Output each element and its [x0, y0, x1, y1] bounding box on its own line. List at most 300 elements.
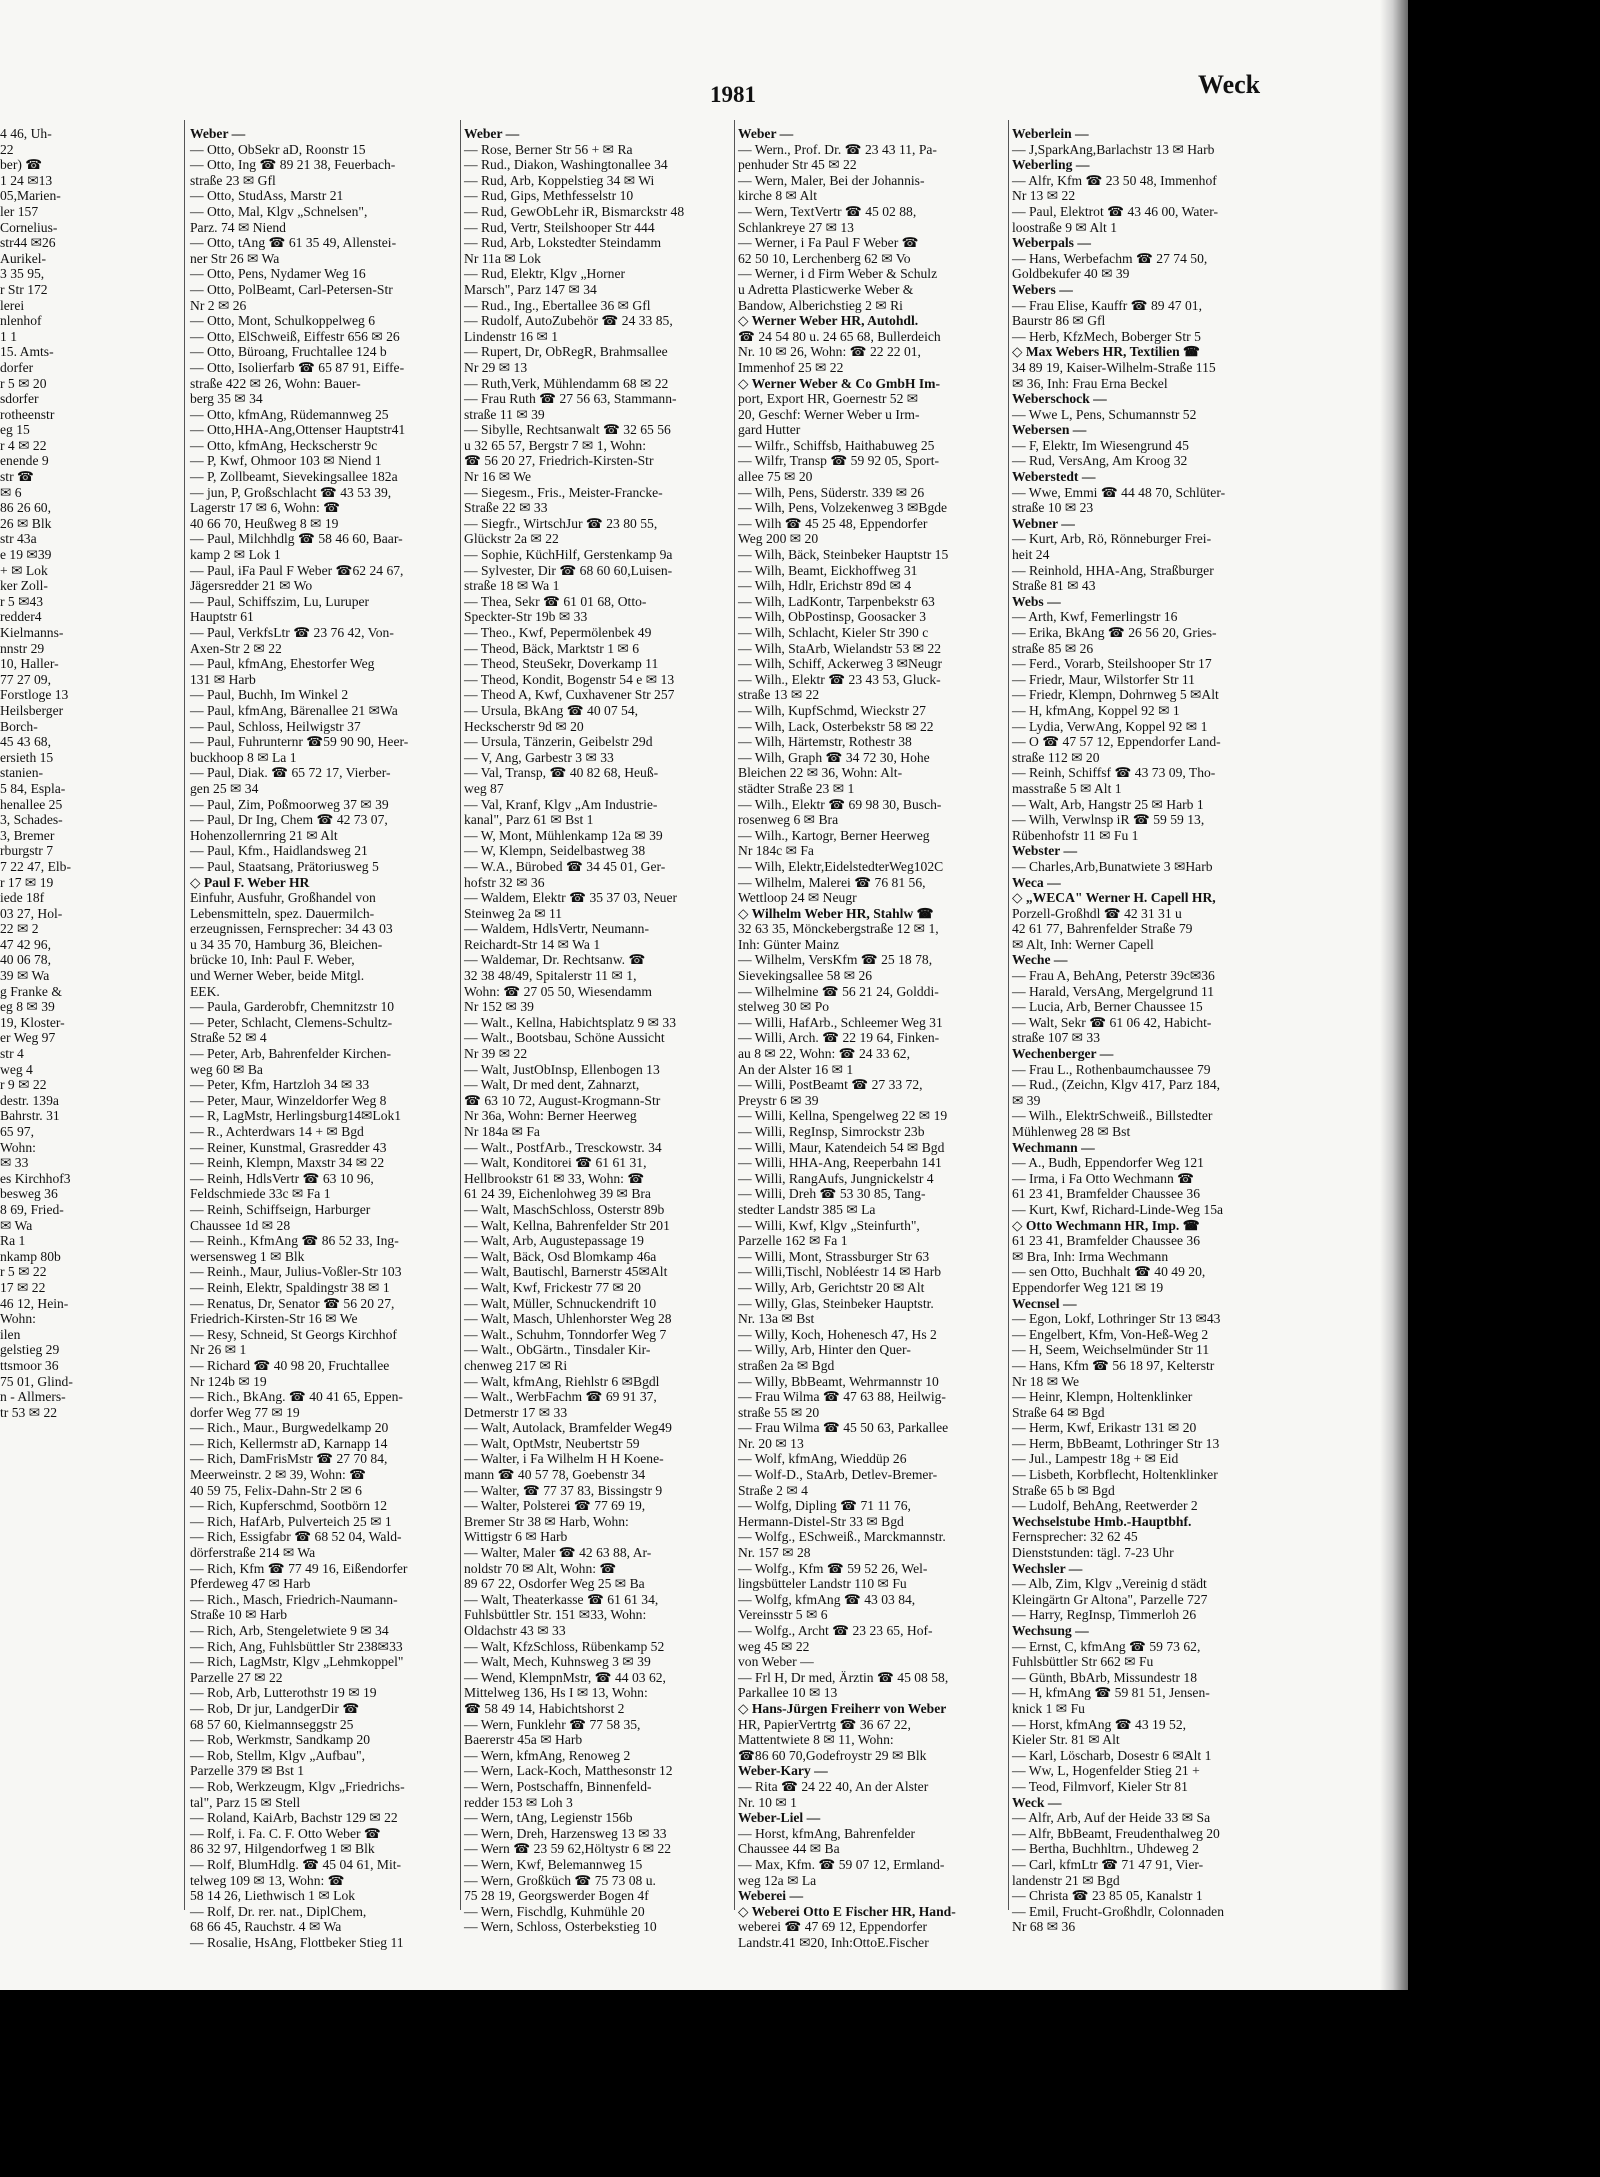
directory-line: — Rose, Berner Str 56 + ✉ Ra	[464, 141, 633, 157]
directory-line: — Otto,HHA-Ang,Ottenser Hauptstr41	[190, 422, 406, 438]
directory-line: 40 66 70, Heußweg 8 ✉ 19	[190, 515, 339, 531]
directory-line: penhuder Str 45 ✉ 22	[738, 157, 857, 173]
directory-line: — Rud, Vertr, Steilshooper Str 444	[464, 219, 655, 235]
directory-line: — Siegfr., WirtschJur ☎ 23 80 55,	[464, 515, 658, 531]
directory-line: — Willi, Kwf, Klgv „Steinfurth",	[738, 1217, 920, 1233]
directory-line: eg 8 ✉ 39	[0, 999, 55, 1015]
directory-line: 89 67 22, Osdorfer Weg 25 ✉ Ba	[464, 1576, 645, 1592]
directory-line: straße 11 ✉ 39	[464, 406, 545, 422]
directory-line: Vereinsstr 5 ✉ 6	[738, 1607, 828, 1623]
directory-line: redder4	[0, 609, 42, 625]
directory-line: str44 ✉26	[0, 235, 56, 251]
directory-line: — Lisbeth, Korbflecht, Holtenklinker	[1012, 1467, 1218, 1483]
directory-line: — Heinr, Klempn, Holtenklinker	[1012, 1389, 1193, 1405]
directory-line: enende 9	[0, 453, 49, 469]
directory-line: Weber-Liel —	[738, 1810, 821, 1826]
directory-line: kirche 8 ✉ Alt	[738, 188, 817, 204]
directory-line: — Rupert, Dr, ObRegR, Brahmsallee	[464, 344, 668, 360]
directory-line: Lebensmitteln, spez. Dauermilch-	[190, 905, 375, 921]
directory-line: henallee 25	[0, 796, 63, 812]
directory-line: — Rich., Maur., Burgwedelkamp 20	[190, 1420, 389, 1436]
directory-line: 32 38 48/49, Spitalerstr 11 ✉ 1,	[464, 968, 637, 984]
directory-line: — Willi, HafArb., Schleemer Weg 31	[738, 1014, 943, 1030]
directory-line: — Rich, DamFrisMstr ☎ 27 70 84,	[190, 1451, 388, 1467]
directory-line: — Frl H, Dr med, Ärztin ☎ 45 08 58,	[738, 1669, 949, 1685]
directory-line: Goldbekufer 40 ✉ 39	[1012, 266, 1130, 282]
directory-line: Nr 184a ✉ Fa	[464, 1124, 540, 1139]
column-rule	[460, 120, 461, 1910]
directory-line: — Otto, PolBeamt, Carl-Petersen-Str	[190, 281, 393, 297]
directory-line: Steinweg 2a ✉ 11	[464, 905, 563, 921]
directory-line: — Wolfg, Dipling ☎ 71 11 76,	[738, 1498, 911, 1514]
directory-line: Chaussee 44 ✉ Ba	[738, 1841, 840, 1857]
directory-line: — Rich, Kfm ☎ 77 49 16, Eißendorfer	[190, 1560, 408, 1576]
directory-line: — V, Ang, Garbestr 3 ✉ 33	[464, 749, 614, 765]
directory-line: — P, Zollbeamt, Sievekingsallee 182a	[190, 469, 398, 485]
directory-line: Dienststunden: tägl. 7-23 Uhr	[1012, 1545, 1174, 1561]
directory-line: — Wern, Maler, Bei der Johannis-	[738, 172, 925, 188]
directory-line: 34 89 19, Kaiser-Wilhelm-Straße 115	[1012, 359, 1216, 375]
directory-line: — Rob, Werkmstr, Sandkamp 20	[190, 1732, 371, 1748]
directory-line: Weche —	[1012, 952, 1068, 968]
directory-line: chenweg 217 ✉ Ri	[464, 1357, 568, 1373]
directory-line: 42 61 77, Bahrenfelder Straße 79	[1012, 921, 1193, 937]
directory-line: — O ☎ 47 57 12, Eppendorfer Land-	[1012, 734, 1221, 750]
directory-line: — Walt., ObGärtn., Tinsdaler Kir-	[464, 1342, 651, 1358]
directory-line: rosenweg 6 ✉ Bra	[738, 812, 839, 828]
directory-line: 17 ✉ 22	[0, 1279, 46, 1295]
directory-line: — Paul, Elektrot ☎ 43 46 00, Water-	[1012, 203, 1218, 219]
directory-line: 1 24 ✉13	[0, 172, 53, 188]
directory-line: Weber —	[738, 126, 794, 141]
directory-line: + ✉ Lok	[0, 562, 48, 578]
directory-line: — Willi, Kellna, Spengelweg 22 ✉ 19	[738, 1108, 948, 1124]
directory-line: — Reinhold, HHA-Ang, Straßburger	[1012, 562, 1214, 578]
directory-line: Wecnsel —	[1012, 1295, 1077, 1311]
directory-line: Parzelle 379 ✉ Bst 1	[190, 1763, 305, 1779]
directory-line: Weca —	[1012, 874, 1061, 890]
directory-line: städter Straße 23 ✉ 1	[738, 780, 855, 796]
directory-line: — Rich, Kellermstr aD, Karnapp 14	[190, 1435, 388, 1451]
directory-line: — Wilh, Härtemstr, Rothestr 38	[738, 734, 912, 750]
directory-line: — Wilh, Schlacht, Kieler Str 390 c	[738, 625, 929, 640]
directory-line: — H, kfmAng ☎ 59 81 51, Jensen-	[1012, 1685, 1210, 1701]
directory-line: — Wern, Kwf, Belemannweg 15	[464, 1856, 643, 1872]
running-head: Weck	[1198, 70, 1261, 99]
directory-line: 20, Geschf: Werner Weber u Irm-	[738, 406, 920, 422]
directory-line: heit 24	[1012, 547, 1050, 563]
directory-line: — Wern, tAng, Legienstr 156b	[464, 1810, 633, 1826]
directory-line: Einfuhr, Ausfuhr, Großhandel von	[190, 890, 376, 906]
directory-line: — Willi, RangAufs, Jungnickelstr 4	[738, 1170, 934, 1186]
directory-line: Weg 200 ✉ 20	[738, 531, 819, 547]
directory-line: — Otto, tAng ☎ 61 35 49, Allenstei-	[190, 235, 397, 251]
directory-line: Weck —	[1012, 1794, 1062, 1810]
directory-line: Mattentwiete 8 ✉ 11, Wohn:	[738, 1732, 894, 1748]
directory-line: Weberstedt —	[1012, 469, 1096, 485]
directory-line: r 5 ✉ 22	[0, 1264, 47, 1280]
directory-line: — Rud, GewObLehr iR, Bismarckstr 48	[464, 203, 685, 219]
directory-line: — Wilh, Pens, Süderstr. 339 ✉ 26	[738, 484, 925, 500]
directory-line: 61 24 39, Eichenlohweg 39 ✉ Bra	[464, 1186, 651, 1202]
directory-line: 26 ✉ Blk	[0, 515, 52, 531]
directory-line: Bremer Str 38 ✉ Harb, Wohn:	[464, 1513, 629, 1529]
directory-line: weg 60 ✉ Ba	[190, 1061, 263, 1077]
directory-line: er Weg 97	[0, 1030, 56, 1046]
directory-line: — Wend, KlempnMstr, ☎ 44 03 62,	[464, 1669, 666, 1685]
directory-column-4	[738, 126, 1006, 1950]
directory-line: r Str 172	[0, 281, 48, 297]
directory-line: — Walt., WerbFachm ☎ 69 91 37,	[464, 1389, 657, 1405]
directory-line: — Kurt, Arb, Rö, Rönneburger Frei-	[1012, 531, 1212, 547]
directory-line: Lagerstr 17 ✉ 6, Wohn: ☎	[190, 500, 341, 516]
directory-line: — Willi, Maur, Katendeich 54 ✉ Bgd	[738, 1139, 945, 1155]
directory-line: — Max, Kfm. ☎ 59 07 12, Ermland-	[738, 1856, 945, 1872]
directory-line: — Peter, Arb, Bahrenfelder Kirchen-	[190, 1046, 392, 1062]
directory-line: — Egon, Lokf, Lothringer Str 13 ✉43	[1012, 1311, 1221, 1327]
directory-line: — Günth, BbArb, Missundestr 18	[1012, 1669, 1198, 1685]
directory-line: — Rich, HafArb, Pulverteich 25 ✉ 1	[190, 1513, 392, 1529]
directory-line: — Wolf, kfmAng, Wieddüp 26	[738, 1451, 907, 1467]
directory-line: — Kurt, Kwf, Richard-Linde-Weg 15a	[1012, 1201, 1224, 1217]
directory-line: Hauptstr 61	[190, 609, 254, 625]
directory-line: u 34 35 70, Hamburg 36, Bleichen-	[190, 936, 383, 952]
directory-line: Eppendorfer Weg 121 ✉ 19	[1012, 1279, 1164, 1295]
directory-line: Bleichen 22 ✉ 36, Wohn: Alt-	[738, 765, 903, 781]
directory-line: — Frau Wilma ☎ 45 50 63, Parkallee	[738, 1420, 949, 1436]
directory-line: — Walt, KfzSchloss, Rübenkamp 52	[464, 1638, 665, 1654]
directory-line: — Otto, kfmAng, Rüdemannweg 25	[190, 406, 389, 422]
directory-line: — Walt, Müller, Schnuckendrift 10	[464, 1295, 657, 1311]
directory-line: HR, PapierVertrtg ☎ 36 67 22,	[738, 1716, 911, 1732]
directory-line: Immenhof 25 ✉ 22	[738, 359, 844, 375]
directory-line: — Alfr, Kfm ☎ 23 50 48, Immenhof	[1012, 172, 1217, 188]
directory-line: — H, Seem, Weichselmünder Str 11	[1012, 1342, 1210, 1358]
directory-line: Wechselstube Hmb.-Hauptbhf.	[1012, 1513, 1192, 1529]
directory-line: ☎ 63 10 72, August-Krogmann-Str	[464, 1092, 661, 1108]
directory-line: — Willi, Arch. ☎ 22 19 64, Finken-	[738, 1030, 940, 1046]
directory-line: — Otto, ObSekr aD, Roonstr 15	[190, 141, 366, 157]
directory-line: — Herm, Kwf, Erikastr 131 ✉ 20	[1012, 1420, 1197, 1436]
directory-line: — Resy, Schneid, St Georgs Kirchhof	[190, 1326, 397, 1342]
directory-line: Inh: Günter Mainz	[738, 936, 840, 952]
directory-line: Hellbrookstr 61 ✉ 33, Wohn: ☎	[464, 1170, 645, 1186]
directory-line: — Waldem, HdlsVertr, Neumann-	[464, 921, 649, 937]
directory-line: 1 1	[0, 328, 17, 344]
directory-line: — Thea, Sekr ☎ 61 01 68, Otto-	[464, 593, 647, 609]
directory-line: — Richard ☎ 40 98 20, Fruchtallee	[190, 1357, 390, 1373]
directory-line: Wohn: ☎ 27 05 50, Wiesendamm	[464, 983, 652, 999]
directory-line: Wohn:	[0, 1311, 36, 1327]
directory-line: gelstieg 29	[0, 1342, 60, 1358]
directory-line: Nr 16 ✉ We	[464, 469, 532, 485]
directory-line: Straße 81 ✉ 43	[1012, 578, 1096, 594]
directory-line: — Wern., Prof. Dr. ☎ 23 43 11, Pa-	[738, 141, 937, 157]
directory-line: ◇ Hans-Jürgen Freiherr von Weber	[738, 1700, 947, 1716]
directory-line: 61 23 41, Bramfelder Chaussee 36	[1012, 1233, 1201, 1249]
directory-line: — W, Mont, Mühlenkamp 12a ✉ 39	[464, 827, 663, 843]
directory-line: — Horst, kfmAng ☎ 43 19 52,	[1012, 1716, 1187, 1732]
directory-line: — Otto, Pens, Nydamer Weg 16	[190, 266, 366, 282]
directory-line: — Wwe L, Pens, Schumannstr 52	[1012, 406, 1197, 422]
directory-line: destr. 139a	[0, 1092, 59, 1108]
directory-line: stanien-	[0, 765, 44, 781]
directory-line: Meerweinstr. 2 ✉ 39, Wohn: ☎	[190, 1467, 367, 1483]
directory-line: — Walt, OptMstr, Neubertstr 59	[464, 1435, 640, 1451]
directory-line: — Frau Elise, Kauffr ☎ 89 47 01,	[1012, 297, 1202, 313]
directory-line: — Paul, Schloss, Heilwigstr 37	[190, 718, 361, 734]
directory-line: 22	[0, 141, 14, 157]
directory-line: ✉ 36, Inh: Frau Erna Beckel	[1012, 375, 1168, 391]
directory-line: — Wern, Funklehr ☎ 77 58 35,	[464, 1716, 641, 1732]
directory-line: — Rud., Diakon, Washingtonallee 34	[464, 157, 668, 173]
directory-line: Bandow, Alberichstieg 2 ✉ Ri	[738, 297, 903, 313]
directory-line: Nr 13 ✉ 22	[1012, 188, 1076, 204]
directory-line: 58 14 26, Liethwisch 1 ✉ Lok	[190, 1888, 356, 1904]
directory-line: Weberling —	[1012, 157, 1090, 173]
directory-line: — Lucia, Arb, Berner Chaussee 15	[1012, 999, 1203, 1015]
directory-line: — Otto, Büroang, Fruchtallee 124 b	[190, 344, 387, 360]
directory-line: — Engelbert, Kfm, Von-Heß-Weg 2	[1012, 1326, 1209, 1342]
directory-line: weg 12a ✉ La	[738, 1872, 817, 1888]
directory-line: weg 45 ✉ 22	[738, 1638, 810, 1654]
directory-line: 65 97,	[0, 1124, 34, 1139]
directory-line: — Walt, JustObInsp, Ellenbogen 13	[464, 1061, 660, 1077]
directory-line: — Rud., (Zeichn, Klgv 417, Parz 184,	[1012, 1077, 1221, 1093]
directory-line: 39 ✉ Wa	[0, 968, 50, 984]
directory-line: Fuhlsbüttler Str 662 ✉ Fu	[1012, 1654, 1154, 1670]
directory-line: — Paul, Schiffszim, Lu, Luruper	[190, 593, 370, 609]
directory-line: — Waldemar, Dr. Rechtsanw. ☎	[464, 952, 646, 968]
directory-line: Nr. 20 ✉ 13	[738, 1435, 804, 1451]
directory-line: — W, Klempn, Seidelbastweg 38	[464, 843, 646, 859]
directory-line: — Willi, PostBeamt ☎ 27 33 72,	[738, 1077, 923, 1093]
directory-line: — Theod, SteuSekr, Doverkamp 11	[464, 656, 659, 672]
directory-line: — Herb, KfzMech, Boberger Str 5	[1012, 328, 1201, 344]
directory-line: — Wern, kfmAng, Renoweg 2	[464, 1747, 631, 1763]
directory-line: — Rud, Gips, Methfesselstr 10	[464, 188, 634, 204]
directory-line: dorfer	[0, 359, 34, 375]
directory-line: — Harald, VersAng, Mergelgrund 11	[1012, 983, 1215, 999]
directory-line: Heckscherstr 9d ✉ 20	[464, 718, 584, 734]
directory-line: — Wilh, StaArb, Wielandstr 53 ✉ 22	[738, 640, 942, 656]
directory-line: — Wilh, Elektr,EidelstedterWeg102C	[738, 858, 944, 874]
directory-line: — Jul., Lampestr 18g + ✉ Eid	[1012, 1451, 1179, 1467]
directory-line: — Walt, Mech, Kuhnsweg 3 ✉ 39	[464, 1654, 651, 1670]
directory-line: — Christa ☎ 23 85 05, Kanalstr 1	[1012, 1888, 1203, 1904]
directory-line: — Paul, Dr Ing, Chem ☎ 42 73 07,	[190, 812, 388, 828]
directory-line: — Peter, Kfm, Hartzloh 34 ✉ 33	[190, 1077, 370, 1093]
directory-line: Feldschmiede 33c ✉ Fa 1	[190, 1186, 331, 1202]
directory-line: — Frau Ruth ☎ 27 56 63, Stammann-	[464, 391, 677, 407]
directory-line: port, Export HR, Goernestr 52 ✉	[738, 391, 919, 407]
directory-line: 22 ✉ 2	[0, 921, 39, 937]
directory-line: Webs —	[1012, 593, 1061, 609]
directory-line: — Wolf-D., StaArb, Detlev-Bremer-	[738, 1467, 938, 1483]
directory-line: — Ernst, C, kfmAng ☎ 59 73 62,	[1012, 1638, 1201, 1654]
directory-line: straße 107 ✉ 33	[1012, 1030, 1101, 1046]
directory-line: ✉ Wa	[0, 1217, 33, 1233]
directory-line: Wohn:	[0, 1139, 36, 1155]
directory-line: — Rudolf, AutoZubehör ☎ 24 33 85,	[464, 313, 673, 329]
directory-line: Ra 1	[0, 1233, 26, 1249]
directory-line: Friedrich-Kirsten-Str 16 ✉ We	[190, 1311, 358, 1327]
directory-line: r 5 ✉43	[0, 593, 44, 609]
directory-line: — Paul, kfmAng, Ehestorfer Weg	[190, 656, 375, 672]
directory-line: — Willi,Tischl, Nobléestr 14 ✉ Harb	[738, 1264, 942, 1280]
column-rule	[184, 120, 185, 1910]
directory-line: — J,SparkAng,Barlachstr 13 ✉ Harb	[1012, 141, 1215, 157]
directory-line: Weber —	[464, 126, 520, 141]
directory-line: — Ursula, Tänzerin, Geibelstr 29d	[464, 734, 653, 750]
directory-line: 68 66 45, Rauchstr. 4 ✉ Wa	[190, 1919, 342, 1935]
directory-line: — Paul, Diak. ☎ 65 72 17, Vierber-	[190, 765, 391, 781]
directory-line: Nr 39 ✉ 22	[464, 1046, 528, 1062]
directory-line: besweg 36	[0, 1186, 58, 1202]
directory-line: — Rita ☎ 24 22 40, An der Alster	[738, 1778, 929, 1794]
directory-line: — Wolfg., ESchweiß., Marckmannstr.	[738, 1529, 946, 1545]
directory-line: — Rich., BkAng. ☎ 40 41 65, Eppen-	[190, 1389, 403, 1405]
directory-line: Straße 65 b ✉ Bgd	[1012, 1482, 1115, 1498]
directory-line: 61 23 41, Bramfelder Chaussee 36	[1012, 1186, 1201, 1202]
directory-line: — Walt, Autolack, Bramfelder Weg49	[464, 1420, 672, 1436]
directory-line: Weber —	[190, 126, 246, 141]
directory-line: 19, Kloster-	[0, 1014, 65, 1030]
directory-line: — Rud, VersAng, Am Kroog 32	[1012, 453, 1188, 469]
directory-line: ◇ Werner Weber HR, Autohdl.	[738, 313, 919, 329]
directory-line: u Adretta Plasticwerke Weber &	[738, 281, 914, 297]
directory-column-1	[0, 126, 178, 1916]
directory-line: Hohenzollernring 21 ✉ Alt	[190, 827, 338, 843]
directory-line: ☎ 56 20 27, Friedrich-Kirsten-Str	[464, 453, 654, 469]
directory-line: Aurikel-	[0, 250, 47, 266]
directory-line: Baurstr 86 ✉ Gfl	[1012, 313, 1106, 329]
directory-line: straße 422 ✉ 26, Wohn: Bauer-	[190, 375, 361, 391]
directory-line: Axen-Str 2 ✉ 22	[190, 640, 282, 656]
directory-line: Mühlenweg 28 ✉ Bst	[1012, 1124, 1131, 1139]
directory-line: 3, Schades-	[0, 812, 63, 828]
directory-line: Sievekingsallee 58 ✉ 26	[738, 968, 873, 984]
directory-line: Straße 22 ✉ 33	[464, 500, 548, 516]
directory-line: 5 84, Espla-	[0, 780, 66, 796]
directory-line: landenstr 21 ✉ Bgd	[1012, 1872, 1120, 1888]
directory-line: ✉ Alt, Inh: Werner Capell	[1012, 936, 1154, 952]
directory-line: 03 27, Hol-	[0, 905, 63, 921]
directory-line: r 9 ✉ 22	[0, 1077, 47, 1093]
directory-line: Nr 2 ✉ 26	[190, 297, 247, 313]
directory-line: r 4 ✉ 22	[0, 437, 47, 453]
directory-line: — Wilh ☎ 45 25 48, Eppendorfer	[738, 515, 928, 531]
directory-line: — Bertha, Buchhltrn., Uhdeweg 2	[1012, 1841, 1199, 1857]
directory-line: — Werner, i Fa Paul F Weber ☎	[738, 235, 919, 251]
directory-line: ber) ☎	[0, 157, 43, 173]
directory-line: — Peter, Schlacht, Clemens-Schultz-	[190, 1014, 393, 1030]
directory-line: Schlankreye 27 ✉ 13	[738, 219, 854, 235]
directory-line: Hermann-Distel-Str 33 ✉ Bgd	[738, 1513, 904, 1529]
directory-line: 68 57 60, Kielmannseggstr 25	[190, 1716, 354, 1732]
directory-line: — Willi, HHA-Ang, Reeperbahn 141	[738, 1155, 942, 1171]
directory-line: 3, Bremer	[0, 827, 55, 843]
directory-line: kamp 2 ✉ Lok 1	[190, 547, 281, 563]
directory-line: Nr 11a ✉ Lok	[464, 250, 541, 266]
directory-line: — Wilh, Hdlr, Erichstr 89d ✉ 4	[738, 578, 912, 594]
directory-line: Jägersredder 21 ✉ Wo	[190, 578, 313, 594]
directory-line: redder 153 ✉ Loh 3	[464, 1794, 573, 1810]
directory-line: — W.A., Bürobed ☎ 34 45 01, Ger-	[464, 858, 666, 874]
directory-line: nnstr 29	[0, 640, 45, 656]
directory-line: ler 157	[0, 203, 39, 219]
directory-line: 86 26 60,	[0, 500, 51, 516]
directory-line: — Peter, Maur, Winzeldorfer Weg 8	[190, 1092, 387, 1108]
directory-line: — Alfr, Arb, Auf der Heide 33 ✉ Sa	[1012, 1810, 1211, 1826]
directory-line: Heilsberger	[0, 702, 64, 718]
directory-line: 8 69, Fried-	[0, 1201, 64, 1217]
directory-line: — Rich, Essigfabr ☎ 68 52 04, Wald-	[190, 1529, 402, 1545]
directory-line: g Franke &	[0, 983, 62, 999]
directory-line: Weberlein —	[1012, 126, 1089, 141]
directory-line: — Wolfg, kfmAng ☎ 43 03 84,	[738, 1591, 916, 1607]
directory-line: — Rosalie, HsAng, Flottbeker Stieg 11	[190, 1934, 404, 1950]
directory-line: — Walt, Kwf, Frickestr 77 ✉ 20	[464, 1279, 641, 1295]
column-rule	[734, 120, 735, 1910]
directory-line: lingsbütteler Landstr 110 ✉ Fu	[738, 1576, 907, 1592]
directory-line: — Sylvester, Dir ☎ 68 60 60,Luisen-	[464, 562, 673, 578]
directory-line: — Rolf, BlumHdlg. ☎ 45 04 61, Mit-	[190, 1856, 402, 1872]
directory-line: gard Hutter	[738, 422, 801, 438]
directory-line: lerei	[0, 297, 25, 313]
directory-line: 46 12, Hein-	[0, 1295, 69, 1311]
directory-line: Parkallee 10 ✉ 13	[738, 1685, 838, 1701]
directory-line: — Wilfr, Transp ☎ 59 92 05, Sport-	[738, 453, 940, 469]
directory-line: straße 112 ✉ 20	[1012, 749, 1100, 765]
directory-line: — Paul, VerkfsLtr ☎ 23 76 42, Von-	[190, 625, 394, 640]
directory-line: e 19 ✉39	[0, 547, 52, 563]
directory-line: — Wilh., Elektr ☎ 23 43 53, Gluck-	[738, 671, 941, 687]
directory-line: Cornelius-	[0, 219, 58, 235]
directory-line: — Rud, Elektr, Klgv „Horner	[464, 266, 626, 282]
directory-line: — Rob, Werkzeugm, Klgv „Friedrichs-	[190, 1778, 405, 1794]
directory-line: — Theod, Kondit, Bogenstr 54 e ✉ 13	[464, 671, 675, 687]
directory-line: berg 35 ✉ 34	[190, 391, 263, 407]
directory-line: Parzelle 27 ✉ 22	[190, 1669, 283, 1685]
directory-line: ersieth 15	[0, 749, 54, 765]
directory-line: — Val, Kranf, Klgv „Am Industrie-	[464, 796, 658, 812]
directory-line: — Harry, RegInsp, Timmerloh 26	[1012, 1607, 1197, 1623]
directory-line: — R., Achterdwars 14 + ✉ Bgd	[190, 1124, 364, 1139]
directory-line: Straße 10 ✉ Harb	[190, 1607, 288, 1623]
directory-line: Nr 36a, Wohn: Berner Heerweg	[464, 1108, 637, 1124]
directory-line: — Paul, Kfm., Haidlandsweg 21	[190, 843, 368, 859]
directory-line: — Ruth,Verk, Mühlendamm 68 ✉ 22	[464, 375, 669, 391]
directory-line: u 32 65 57, Bergstr 7 ✉ 1, Wohn:	[464, 437, 646, 453]
directory-line: nkamp 80b	[0, 1248, 61, 1264]
directory-line: Nr 68 ✉ 36	[1012, 1919, 1076, 1935]
directory-line: — Wilh, LadKontr, Tarpenbekstr 63	[738, 593, 935, 609]
directory-line: ☎86 60 70,Godefroystr 29 ✉ Blk	[738, 1747, 927, 1763]
directory-line: straße 23 ✉ Gfl	[190, 172, 276, 188]
directory-line: Lindenstr 16 ✉ 1	[464, 328, 559, 344]
directory-line: — Paul, iFa Paul F Weber ☎62 24 67,	[190, 562, 404, 578]
directory-line: — Werner, i d Firm Weber & Schulz	[738, 266, 938, 282]
directory-line: 40 06 78,	[0, 952, 51, 968]
directory-line: — Paul, kfmAng, Bärenallee 21 ✉Wa	[190, 702, 398, 718]
directory-line: Fuhlsbüttler Str. 151 ✉33, Wohn:	[464, 1607, 647, 1623]
directory-line: Nr 29 ✉ 13	[464, 359, 528, 375]
directory-line: ker Zoll-	[0, 578, 48, 594]
directory-line: Marsch", Parz 147 ✉ 34	[464, 281, 597, 297]
directory-line: — Reiner, Kunstmal, Grasredder 43	[190, 1139, 387, 1155]
directory-line: — Alfr, BbBeamt, Freudenthalweg 20	[1012, 1825, 1220, 1841]
